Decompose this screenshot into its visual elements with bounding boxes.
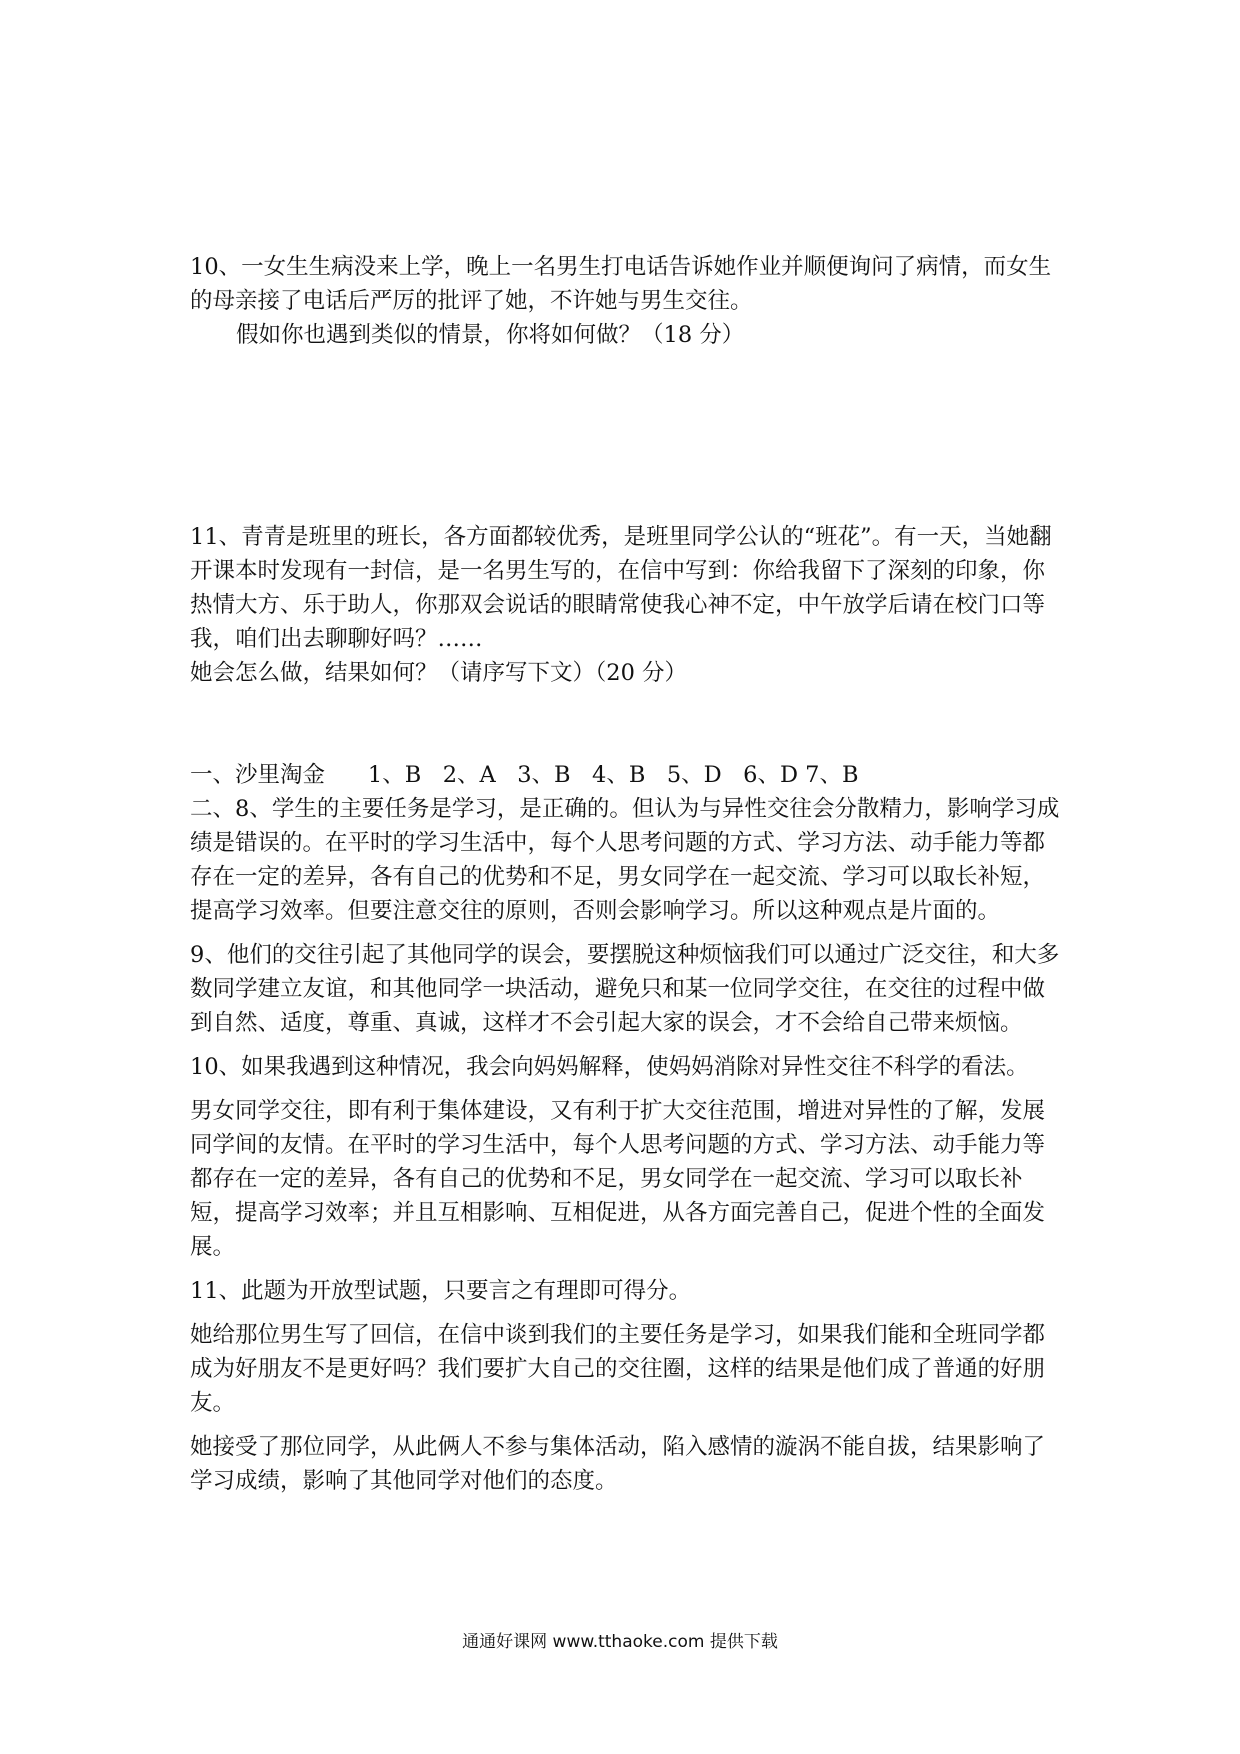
question-11-text: 11、青青是班里的班长，各方面都较优秀，是班里同学公认的“班花”。有一天，当她翻开课本时发现有一封信，是一名男生写的，在信中写到：你给我留下了深刻的印象，你热情大方、乐于助人，你那双会说话的眼睛常使我心神不定，中午放学后请在校门口等我，咱们出去聊聊好吗？…… (190, 524, 1052, 652)
question-10-prompt: 假如你也遇到类似的情景，你将如何做？（18 分） (236, 322, 745, 348)
answer-11-part-3: 她接受了那位同学，从此俩人不参与集体活动，陷入感情的漩涡不能自拔，结果影响了学习成绩，影响了其他同学对他们的态度。 (190, 1434, 1046, 1494)
question-10-text: 10、一女生生病没来上学，晚上一名男生打电话告诉她作业并顺便询问了病情，而女生的母亲接了电话后严厉的批评了她，不许她与男生交往。 (190, 254, 1052, 314)
question-11 (190, 520, 1060, 690)
question-10 (190, 250, 1060, 352)
page-footer: 通通好课网 www.tthaoke.com 提供下载 (462, 1632, 778, 1652)
answer-9: 9、他们的交往引起了其他同学的误会，要摆脱这种烦恼我们可以通过广泛交往，和大多数同学建立友谊，和其他同学一块活动，避免只和某一位同学交往，在交往的过程中做到自然、适度，尊重、真诚，这样才不会引起大家的误会，才不会给自己带来烦恼。 (190, 942, 1060, 1036)
answer-11-part-2: 她给那位男生写了回信，在信中谈到我们的主要任务是学习，如果我们能和全班同学都成为好朋友不是更好吗？我们要扩大自己的交往圈，这样的结果是他们成了普通的好朋友。 (190, 1322, 1046, 1416)
answer-11-part-1: 11、此题为开放型试题，只要言之有理即可得分。 (190, 1278, 692, 1304)
answer-key (190, 758, 1060, 1498)
question-11-prompt: 她会怎么做，结果如何？（请序写下文）（20 分） (190, 660, 688, 686)
answer-10-part-2: 男女同学交往，即有利于集体建设，又有利于扩大交往范围，增进对异性的了解，发展同学间的友情。在平时的学习生活中，每个人思考问题的方式、学习方法、动手能力等都存在一定的差异，各有自己的优势和不足，男女同学在一起交流、学习可以取长补短，提高学习效率；并且互相影响、互相促进，从各方面完善自己，促进个性的全面发展。 (190, 1098, 1046, 1260)
answers-section-1: 一、沙里淘金 1、B 2、A 3、B 4、B 5、D 6、D 7、B (190, 762, 859, 788)
answer-8: 二、8、学生的主要任务是学习，是正确的。但认为与异性交往会分散精力，影响学习成绩是错误的。在平时的学习生活中，每个人思考问题的方式、学习方法、动手能力等都存在一定的差异，各有自己的优势和不足，男女同学在一起交流、学习可以取长补短，提高学习效率。但要注意交往的原则，否则会影响学习。所以这种观点是片面的。 (190, 796, 1060, 924)
answer-10-part-1: 10、如果我遇到这种情况，我会向妈妈解释，使妈妈消除对异性交往不科学的看法。 (190, 1054, 1029, 1080)
